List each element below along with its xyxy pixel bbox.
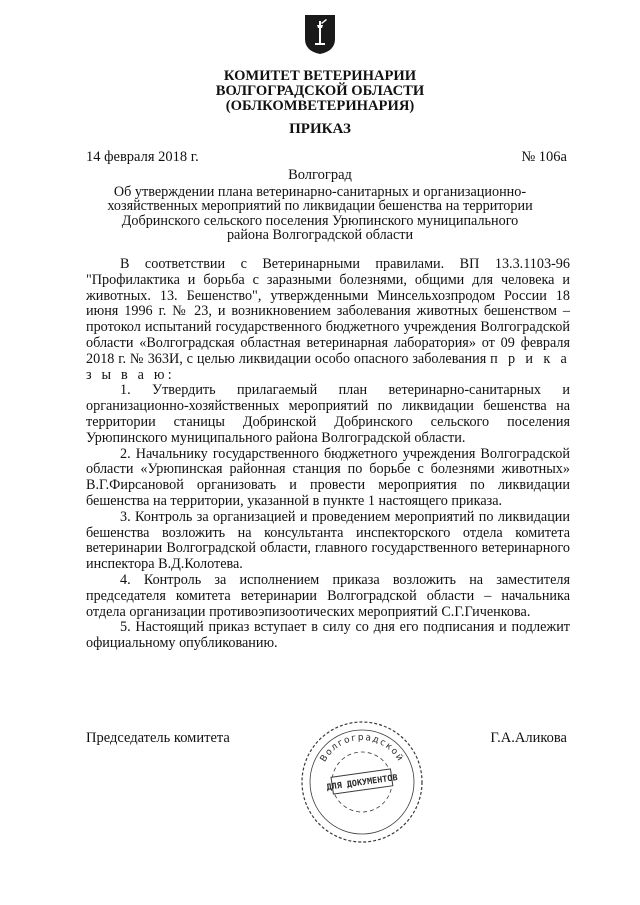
- order-word: п р и к а з ы в а ю:: [86, 350, 571, 383]
- stamp-outer-text: Волгоградской: [318, 732, 406, 765]
- org-name-line3: (ОБЛКОМВЕТЕРИНАРИЯ): [225, 98, 415, 114]
- order-body: [86, 257, 570, 652]
- signer-name: Г.А.Аликова: [490, 730, 567, 746]
- order-item-5: 5. Настоящий приказ вступает в силу со дня его подписания и подлежит официальному опубликованию.: [86, 619, 570, 652]
- org-name-line2: ВОЛГОГРАДСКОЙ ОБЛАСТИ: [215, 83, 425, 99]
- order-item-2: 2. Начальнику государственного бюджетного учреждения Волгоградской области «Урюпинская районная станция по борьбе с болезнями животных» В.Г.Фирсановой организовать и провести мероприятия по ликвидации бешенства на территории, указанной в пункте 1 настоящего приказа.: [86, 445, 570, 509]
- signer-position: Председатель комитета: [86, 730, 230, 746]
- preamble-text: В соответствии с Ветеринарными правилами. ВП 13.3.1103-96 "Профилактика и борьба с заразными болезнями, общими для человека и животных. 13. Бешенство", утвержденными Минсельхозпродом России 18 июня 1996 г. № 23, и возникновением заболевания животных бешенством – протокол испытаний государственного бюджетного учреждения Волгоградской области «Волгоградская областная ветеринарная лаборатория» от 09 февраля 2018 г. № 363И, с целью ликвидации особо опасного заболевания: [86, 256, 570, 367]
- order-item-4: 4. Контроль за исполнением приказа возложить на заместителя председателя комитета ветеринарии Волгоградской области – начальника отдела организации противоэпизоотических мероприятий С.Г.Гиченкова.: [86, 571, 570, 620]
- document-type: ПРИКАЗ: [289, 121, 351, 137]
- order-item-3: 3. Контроль за организацией и проведением мероприятий по ликвидации бешенства возложить на консультанта инспекторского отдела комитета ветеринарии Волгоградской области, главного государственного ветеринарного инспектора В.Д.Колотева.: [86, 508, 570, 573]
- round-seal-icon: [298, 718, 426, 846]
- order-date: 14 февраля 2018 г.: [86, 149, 199, 165]
- order-city: Волгоград: [288, 167, 352, 183]
- order-item-1: 1. Утвердить прилагаемый план ветеринарно-санитарных и организационно-хозяйственных мероприятий по ликвидации бешенства на территории станицы Добринской Добринского сельского поселения Урюпинского муниципального района Волгоградской области.: [86, 382, 570, 446]
- preamble-paragraph: [86, 257, 570, 383]
- volgograd-coat-of-arms-icon: [303, 13, 337, 55]
- stamp-inner-text: ДЛЯ ДОКУМЕНТОВ: [325, 773, 399, 793]
- org-name-line1: КОМИТЕТ ВЕТЕРИНАРИИ: [223, 68, 417, 84]
- order-title: Об утверждении плана ветеринарно-санитарных и организационно-хозяйственных мероприятий по ликвидации бешенства на территории Добринского сельского поселения Урюпинского муниципального района Волгоградской области: [107, 184, 533, 244]
- order-number: № 106а: [521, 149, 567, 165]
